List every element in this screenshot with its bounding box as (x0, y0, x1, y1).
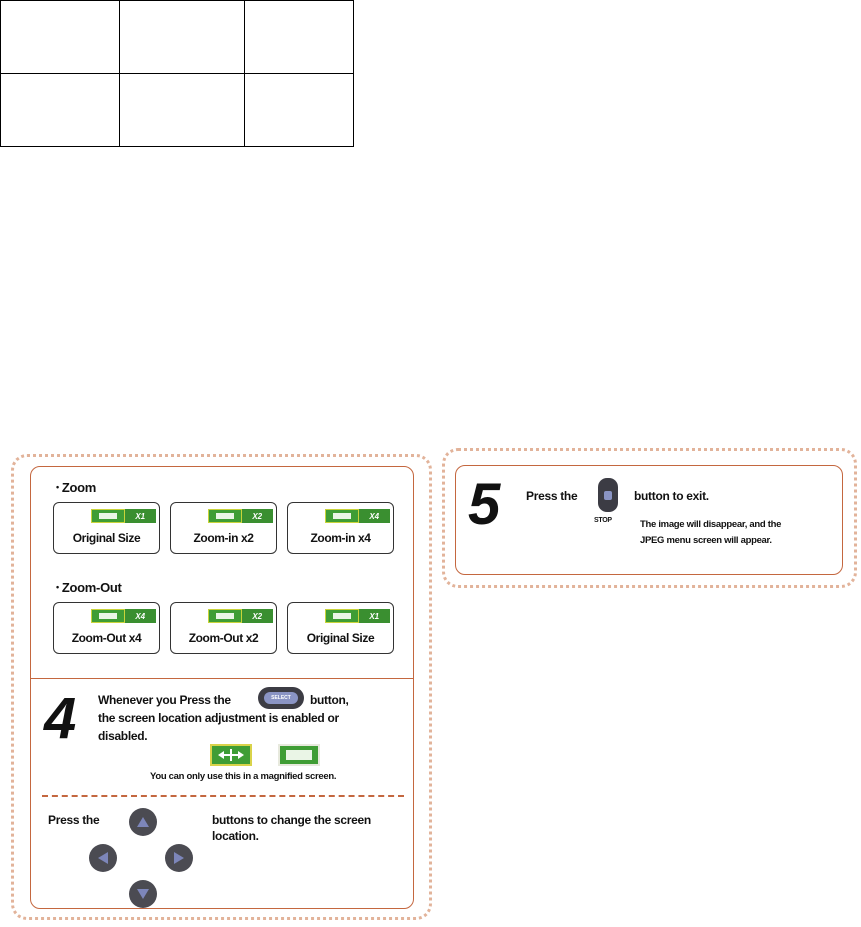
lcd-display-icon: X2 (208, 609, 273, 623)
select-button (258, 687, 304, 709)
zoom-box-label: Zoom-Out x2 (188, 631, 259, 645)
table-row (1, 74, 354, 147)
step-4-line1-post: button, (310, 693, 349, 707)
empty-table (0, 0, 354, 147)
lcd-display-icon: X4 (91, 609, 156, 623)
step-4-line3: disabled. (98, 729, 148, 743)
step-5-button-to-exit: button to exit. (634, 489, 709, 503)
arrows-instruction-line2: location. (212, 829, 259, 843)
down-arrow-icon (129, 880, 157, 908)
select-button-label: SELECT (264, 692, 298, 704)
left-arrow-icon (89, 844, 117, 872)
step-4-number: 4 (44, 686, 77, 751)
up-arrow-icon (129, 808, 157, 836)
step-5-number: 5 (468, 472, 501, 537)
table-cell (120, 1, 245, 74)
section-divider (31, 678, 413, 679)
table-cell (245, 1, 354, 74)
step-4-line1-pre: Whenever you Press the (98, 693, 231, 707)
zoom-box-label: Original Size (306, 631, 375, 645)
zoom-box-label: Original Size (72, 531, 141, 545)
zoom-box-label: Zoom-in x2 (193, 531, 254, 545)
step-4-note: You can only use this in a magnified screen. (150, 771, 337, 782)
lcd-display-icon: X1 (91, 509, 156, 523)
move-arrows-icon (210, 744, 252, 766)
stop-label: STOP (594, 517, 612, 524)
zoom-out-box-original (287, 602, 394, 654)
zoom-box-label: Zoom-in x4 (310, 531, 371, 545)
table-cell (120, 74, 245, 147)
zoom-out-box-x4 (53, 602, 160, 654)
zoom-out-box-x2 (170, 602, 277, 654)
zoom-box-x2 (170, 502, 277, 554)
arrows-press-the: Press the (48, 813, 100, 827)
table-cell (245, 74, 354, 147)
zoom-box-x4 (287, 502, 394, 554)
table-row (1, 1, 354, 74)
zoom-box-original (53, 502, 160, 554)
arrows-instruction-line1: buttons to change the screen (212, 813, 371, 827)
table-cell (1, 1, 120, 74)
step-4-line2: the screen location adjustment is enabled or (98, 711, 339, 725)
stop-button (598, 478, 618, 512)
zoom-heading: • Zoom (56, 480, 97, 495)
right-arrow-icon (165, 844, 193, 872)
step-5-press-the: Press the (526, 489, 578, 503)
lcd-display-icon: X4 (325, 509, 390, 523)
step-5-note-line1: The image will disappear, and the (640, 519, 782, 530)
dashed-divider (42, 795, 404, 797)
zoom-box-label: Zoom-Out x4 (71, 631, 142, 645)
lcd-display-icon: X2 (208, 509, 273, 523)
picture-icon (278, 744, 320, 766)
step-5-note-line2: JPEG menu screen will appear. (640, 535, 772, 546)
lcd-display-icon: X1 (325, 609, 390, 623)
zoom-out-heading: • Zoom-Out (56, 580, 122, 595)
table-cell (1, 74, 120, 147)
